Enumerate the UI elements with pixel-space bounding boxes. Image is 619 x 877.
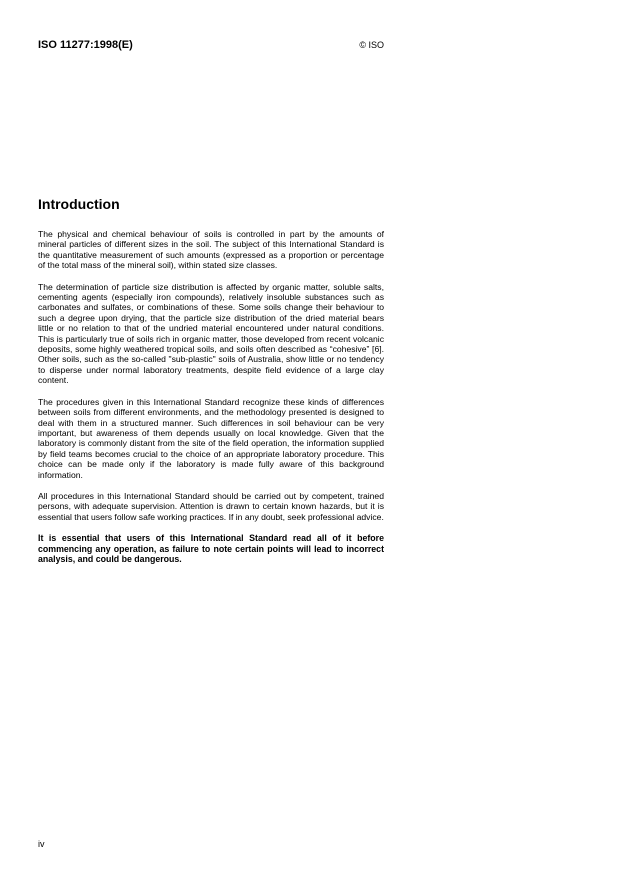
paragraph-procedures: The procedures given in this International Standard recognize these kinds of differences between soils from different environments, and the methodology presented is designed to deal with them in a structured manner. Such differences in soil behaviour can be very important, but awareness of them depends usually on local knowledge. Given that the laboratory is commonly distant from the site of the field operation, the information supplied by field teams becomes crucial to the choice of an appropriate laboratory procedure. This choice can be made only if the laboratory is made fully aware of this background information. xyxy=(38,396,384,480)
paragraph-scope: The physical and chemical behaviour of soils is controlled in part by the amounts of mineral particles of different sizes in the soil. The subject of this International Standard is the quantitative measurement of such amounts (expressed as a proportion or percentage of the total mass of the mineral soil), within stated size classes. xyxy=(38,229,384,271)
paragraph-warning: It is essential that users of this International Standard read all of it before commencing any operation, as failure to note certain points will lead to incorrect analysis, and could be dangerous. xyxy=(38,533,384,564)
paragraph-safety: All procedures in this International Standard should be carried out by competent, trained persons, with adequate supervision. Attention is drawn to certain known hazards, but it is essential that users follow safe working practices. If in any doubt, seek professional advice. xyxy=(38,490,384,522)
copyright-notice: © ISO xyxy=(359,40,384,50)
paragraph-factors: The determination of particle size distribution is affected by organic matter, soluble salts, cementing agents (especially iron compounds), relatively insoluble substances such as carbonates and sulfates, or combinations of these. Some soils change their behaviour to such a degree upon drying, that the particle size distribution of the dried material bears little or no relation to that of the undried material encountered under natural conditions. This is particularly true of soils rich in organic matter, those developed from recent volcanic deposits, some highly weathered tropical soils, and soils often described as “cohesive” [6]. Other soils, such as the so-called "sub-plastic" soils of Australia, show little or no tendency to disperse under normal laboratory treatments, despite field evidence of a large clay content. xyxy=(38,281,384,386)
document-id: ISO 11277:1998(E) xyxy=(38,39,133,51)
introduction-body xyxy=(38,229,384,575)
section-title: Introduction xyxy=(38,196,120,212)
page-number: iv xyxy=(38,839,45,849)
